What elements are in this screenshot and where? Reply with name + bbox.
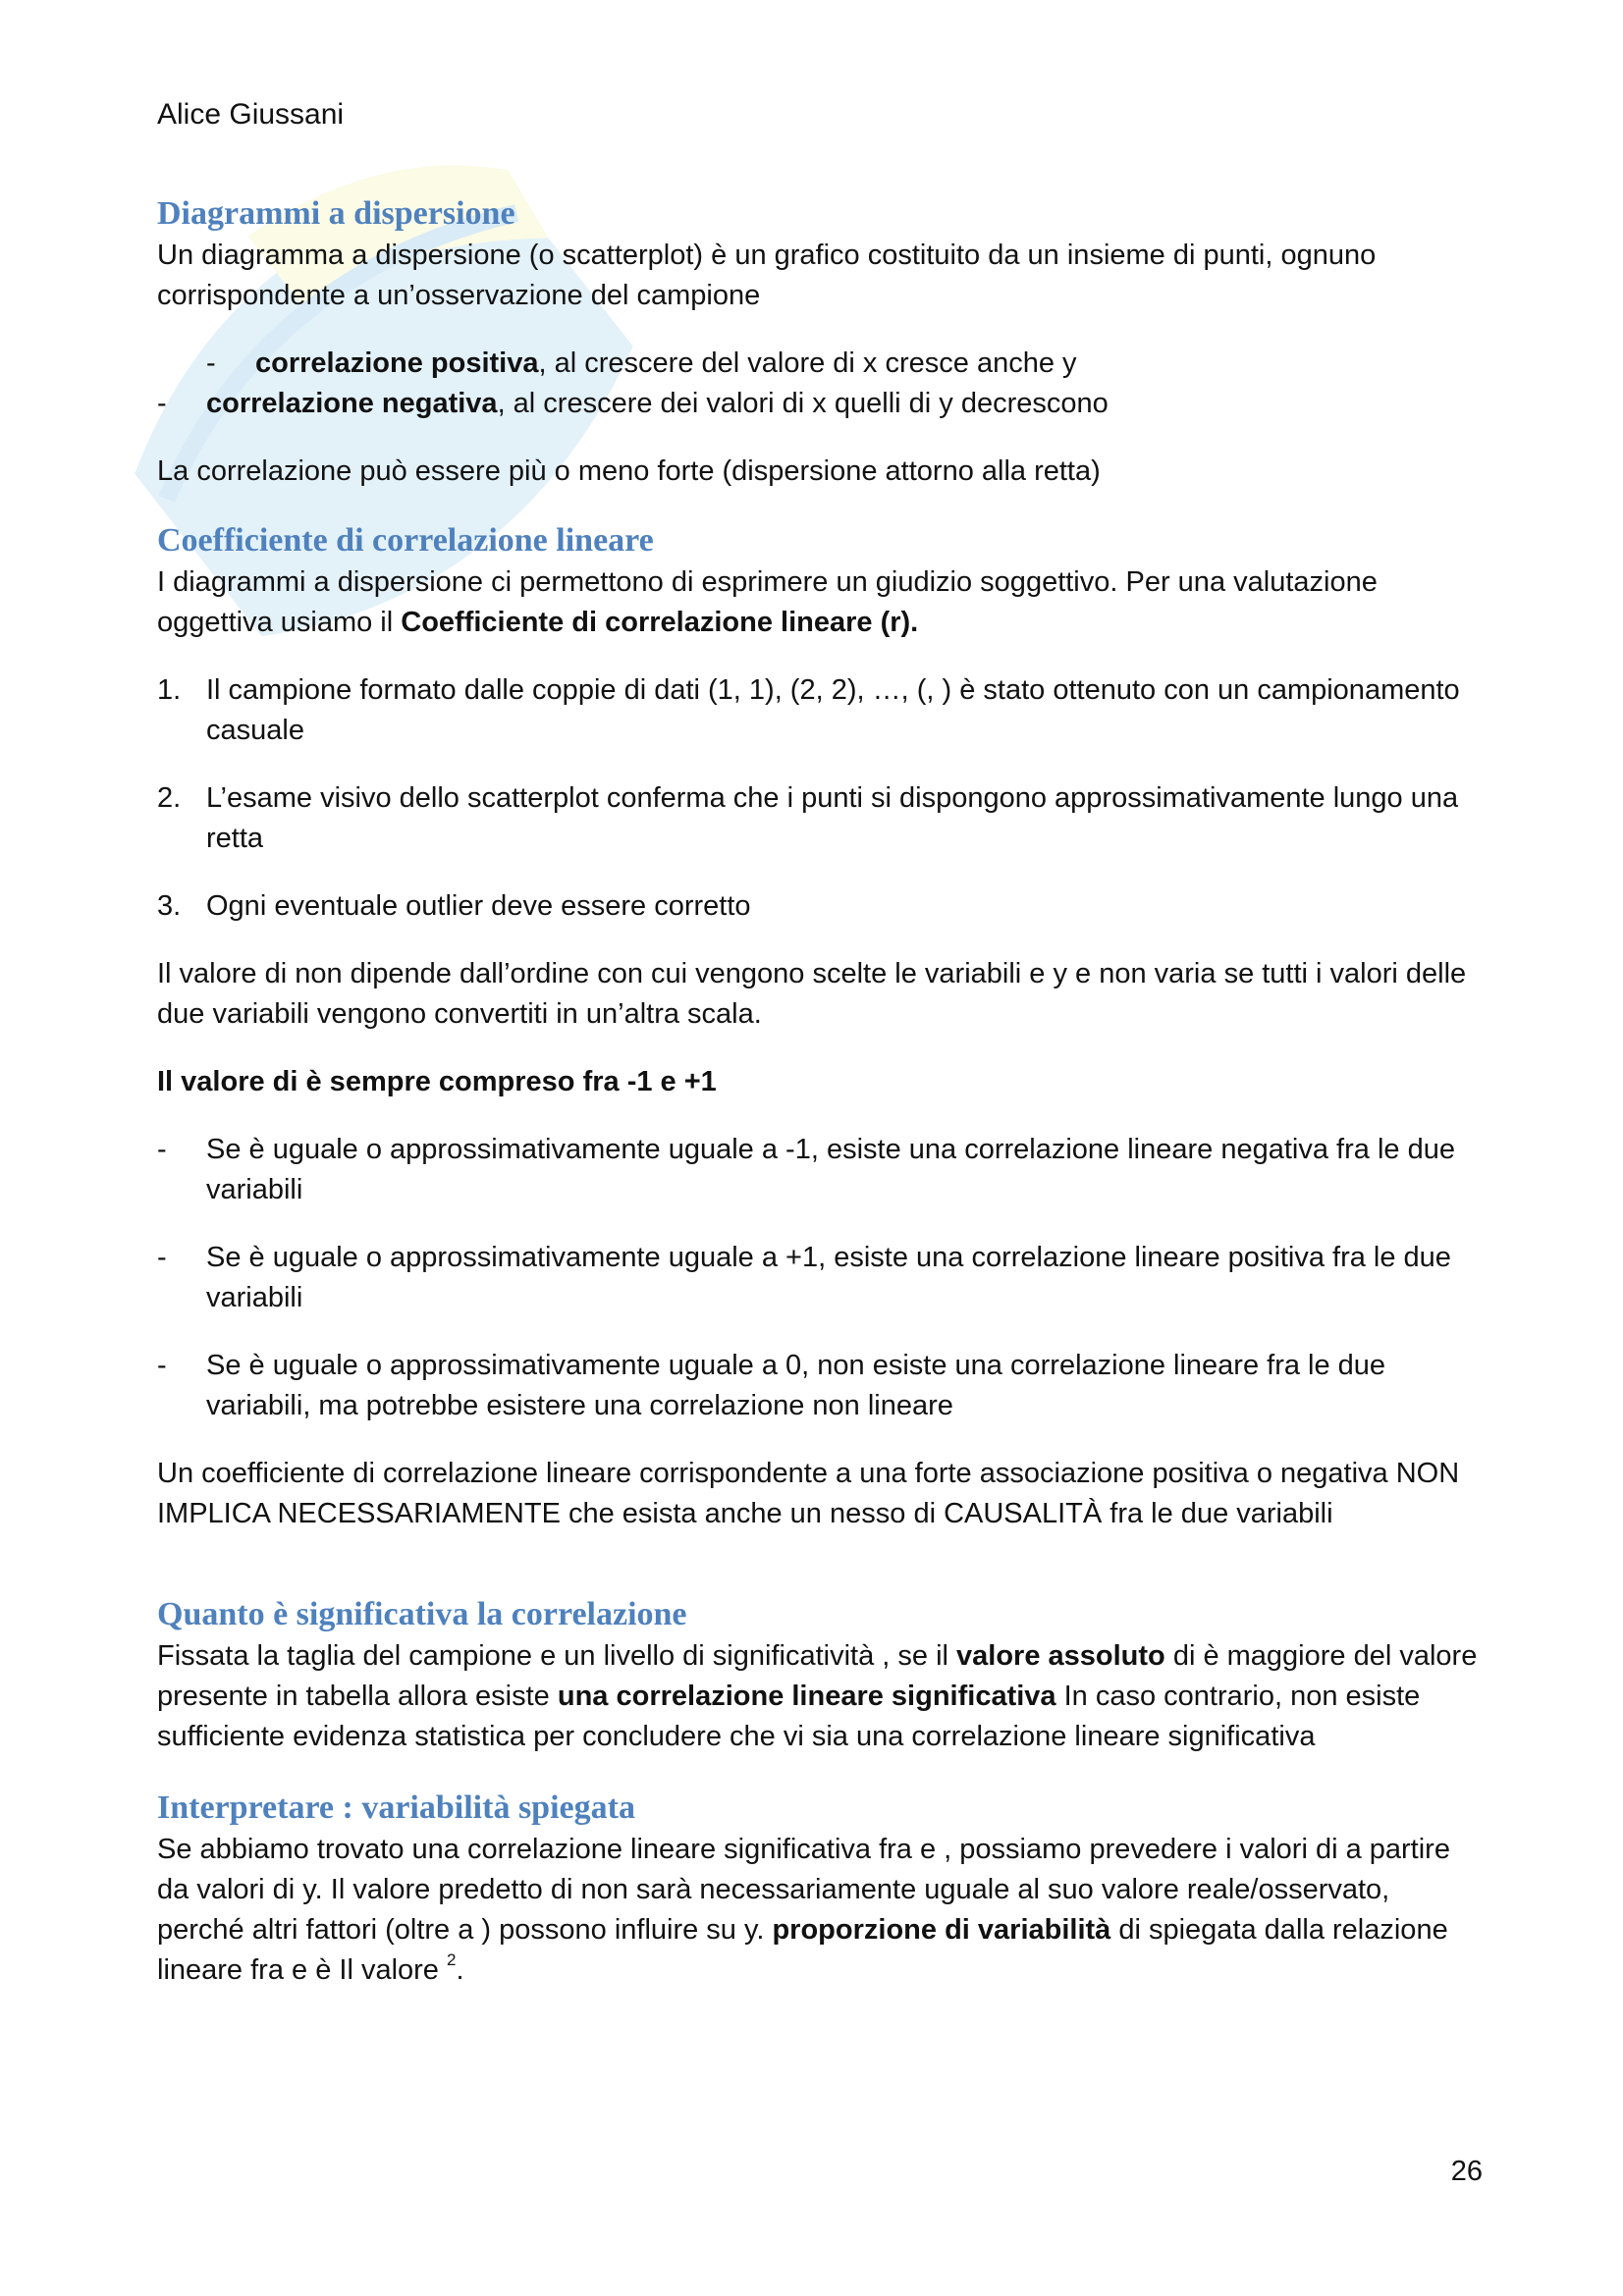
list-item-text: Se è uguale o approssimativamente uguale a -1, esiste una correlazione lineare negativa fra le due variabili [206, 1134, 1455, 1205]
list-item-text: Il campione formato dalle coppie di dati (1, 1), (2, 2), …, (, ) è stato ottenuto con un campionamento casuale [206, 674, 1460, 746]
paragraph-text: . [456, 1954, 464, 1986]
paragraph-correlation-strength: La correlazione può essere più o meno forte (dispersione attorno alla retta) [157, 455, 1101, 487]
paragraph-causality: Un coefficiente di correlazione lineare corrispondente a una forte associazione positiva o negativa NON IMPLICA NECESSARIAMENTE che esista anche un nesso di CAUSALITÀ fra le due variabili [157, 1458, 1460, 1529]
list-number: 2. [157, 782, 182, 814]
paragraph-scatterplot-intro: Un diagramma a dispersione (o scatterplot) è un grafico costituito da un insieme di punti, ognuno corrispondente a un’osservazione del campione [157, 240, 1377, 311]
paragraph-text: I diagrammi a dispersione ci permettono di esprimere un giudizio soggettivo. Per una valutazione oggettiva usiamo il [157, 566, 1378, 638]
dash-marker: - [157, 1134, 167, 1165]
bold-statement: Il valore di è sempre compreso fra -1 e +1 [157, 1066, 717, 1097]
paragraph-text: Se abbiamo trovato una correlazione lineare significativa fra e , possiamo prevedere i valori di a partire da valori di y. Il valore predetto di non sarà necessariamente uguale al suo valore reale/osservato, perché altri fattori (oltre a ) possono influire su y. [157, 1834, 1450, 1946]
bold-term: proporzione di variabilità [772, 1914, 1111, 1946]
paragraph-coefficient-intro [157, 562, 1483, 643]
list-item-text: Se è uguale o approssimativamente uguale a +1, esiste una correlazione lineare positiva fra le due variabili [206, 1242, 1451, 1313]
author-header: Alice Giussani [157, 98, 345, 131]
list-item [157, 778, 1483, 859]
list-item [157, 1346, 1483, 1426]
section-title-coefficiente: Coefficiente di correlazione lineare [157, 522, 654, 559]
list-number: 1. [157, 674, 182, 706]
paragraph-text: di è maggiore del valore presente in tabella allora esiste [157, 1640, 1478, 1712]
list-item [157, 886, 1483, 927]
paragraph-text: In caso contrario, non esiste sufficiente evidenza statistica per concludere che vi sia una correlazione lineare significativa [157, 1681, 1421, 1752]
paragraph-explained-variability [157, 1830, 1483, 1991]
bold-term: correlazione negativa [206, 388, 498, 419]
section-title-dispersione: Diagrammi a dispersione [157, 195, 515, 232]
paragraph-text: Fissata la taglia del campione e un livello di significatività , se il [157, 1640, 957, 1672]
main-content [157, 192, 1483, 1991]
dash-marker: - [157, 1242, 167, 1273]
bold-term: una correlazione lineare significativa [557, 1681, 1056, 1712]
list-item-text: , al crescere del valore di x cresce anche y [538, 347, 1077, 379]
section-title-significativa: Quanto è significativa la correlazione [157, 1596, 687, 1632]
list-number: 3. [157, 890, 182, 922]
list-item [157, 1238, 1483, 1318]
bold-term: Coefficiente di correlazione lineare (r). [401, 607, 919, 638]
paragraph-text: di spiegata dalla relazione lineare fra e è Il valore [157, 1914, 1448, 1986]
list-item [157, 344, 1483, 384]
list-item-text: L’esame visivo dello scatterplot conferma che i punti si dispongono approssimativamente lungo una retta [206, 782, 1459, 854]
list-item [157, 384, 1483, 424]
dash-marker: - [157, 388, 167, 419]
bold-term: valore assoluto [956, 1640, 1165, 1672]
list-item [157, 670, 1483, 751]
list-item-text: , al crescere dei valori di x quelli di y decrescono [497, 388, 1109, 419]
list-item [157, 1130, 1483, 1210]
paragraph-r-range [157, 1062, 1483, 1102]
paragraph-significance [157, 1636, 1483, 1757]
bold-term: correlazione positiva [255, 347, 539, 379]
dash-marker: - [206, 347, 216, 379]
paragraph-r-properties: Il valore di non dipende dall’ordine con cui vengono scelte le variabili e y e non varia se tutti i valori delle due variabili vengono convertiti in un’altra scala. [157, 958, 1467, 1030]
superscript: 2 [446, 1950, 457, 1970]
dash-marker: - [157, 1350, 167, 1381]
section-title-variabilita: Interpretare : variabilità spiegata [157, 1789, 635, 1826]
page-number: 26 [1450, 2156, 1483, 2187]
list-item-text: Ogni eventuale outlier deve essere corretto [206, 890, 751, 922]
list-item-text: Se è uguale o approssimativamente uguale a 0, non esiste una correlazione lineare fra le due variabili, ma potrebbe esistere una correlazione non lineare [206, 1350, 1386, 1421]
